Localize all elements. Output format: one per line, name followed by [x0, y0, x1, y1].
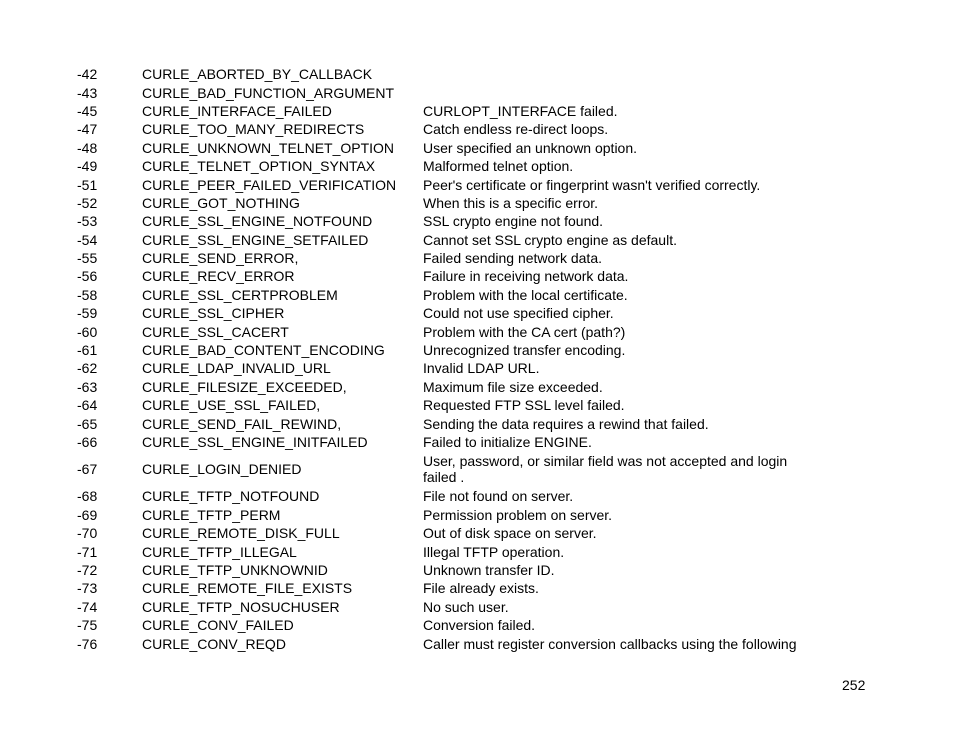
- error-description: Could not use specified cipher.: [423, 305, 614, 322]
- error-description: Caller must register conversion callbacks using the following: [423, 635, 797, 652]
- error-constant: CURLE_CONV_REQD: [142, 635, 286, 652]
- error-constant: CURLE_SSL_ENGINE_INITFAILED: [142, 434, 368, 450]
- error-description: CURLOPT_INTERFACE failed.: [423, 102, 618, 119]
- error-description: Failed sending network data.: [423, 250, 602, 267]
- error-code: -76: [77, 635, 98, 652]
- error-code: -69: [77, 506, 98, 523]
- error-constant: CURLE_SEND_FAIL_REWIND,: [142, 415, 342, 432]
- error-code: -59: [77, 305, 98, 322]
- error-description: SSL crypto engine not found.: [423, 213, 604, 230]
- table-row: [77, 194, 837, 212]
- error-code: -71: [77, 543, 98, 560]
- error-code: -72: [77, 561, 98, 578]
- error-description: When this is a specific error.: [423, 194, 599, 211]
- table-row: [77, 542, 837, 560]
- error-constant: CURLE_PEER_FAILED_VERIFICATION: [142, 176, 397, 193]
- error-description: Maximum file size exceeded.: [423, 378, 603, 395]
- table-row: [77, 359, 837, 377]
- table-row: [77, 579, 837, 597]
- table-row: [77, 120, 837, 138]
- error-code: -60: [77, 323, 98, 340]
- error-code: -47: [77, 121, 98, 138]
- error-constant: CURLE_TOO_MANY_REDIRECTS: [142, 121, 365, 138]
- table-row: [77, 433, 837, 451]
- error-code: -55: [77, 250, 98, 267]
- table-row: [77, 341, 837, 359]
- error-code: -75: [77, 617, 98, 634]
- error-constant: CURLE_REMOTE_FILE_EXISTS: [142, 580, 353, 597]
- error-description: Failed to initialize ENGINE.: [423, 434, 592, 450]
- error-constant: CURLE_TFTP_PERM: [142, 506, 281, 523]
- error-constant: CURLE_LOGIN_DENIED: [142, 461, 302, 478]
- table-row: [77, 231, 837, 249]
- table-row: [77, 506, 837, 524]
- error-constant: CURLE_SSL_ENGINE_SETFAILED: [142, 231, 369, 248]
- error-constant: CURLE_BAD_FUNCTION_ARGUMENT: [142, 84, 395, 101]
- error-constant: CURLE_SSL_CERTPROBLEM: [142, 286, 338, 303]
- table-row: [77, 634, 837, 652]
- table-row: [77, 322, 837, 340]
- error-code: -45: [77, 102, 98, 119]
- error-code: -53: [77, 213, 98, 230]
- error-description: Cannot set SSL crypto engine as default.: [423, 231, 677, 248]
- error-constant: CURLE_SEND_ERROR,: [142, 250, 299, 267]
- error-description: File not found on server.: [423, 488, 574, 505]
- table-row: [77, 561, 837, 579]
- error-code: -62: [77, 360, 98, 377]
- table-row: [77, 616, 837, 634]
- error-description: File already exists.: [423, 580, 539, 597]
- error-description: Unrecognized transfer encoding.: [423, 342, 626, 359]
- table-row: [77, 212, 837, 230]
- table-row: [77, 83, 837, 101]
- error-code: -43: [77, 84, 98, 101]
- error-description: Unknown transfer ID.: [423, 561, 555, 578]
- page-number: 252: [842, 677, 866, 693]
- error-description: User, password, or similar field was not accepted and login failed .: [423, 453, 788, 486]
- error-description: Permission problem on server.: [423, 506, 613, 523]
- table-row: [77, 451, 837, 487]
- error-constant: CURLE_SSL_CIPHER: [142, 305, 285, 322]
- table-row: [77, 304, 837, 322]
- error-constant: CURLE_RECV_ERROR: [142, 268, 295, 285]
- error-code: -65: [77, 415, 98, 432]
- table-row: [77, 249, 837, 267]
- error-constant: CURLE_TFTP_UNKNOWNID: [142, 561, 328, 578]
- error-constant: CURLE_BAD_CONTENT_ENCODING: [142, 342, 385, 359]
- error-constant: CURLE_CONV_FAILED: [142, 617, 294, 634]
- error-code: -63: [77, 378, 98, 395]
- error-description: Conversion failed.: [423, 617, 536, 634]
- error-description: Problem with the CA cert (path?): [423, 323, 626, 340]
- error-constant: CURLE_TFTP_NOTFOUND: [142, 488, 320, 505]
- error-description: Peer's certificate or fingerprint wasn't verified correctly.: [423, 176, 761, 193]
- error-code: -58: [77, 286, 98, 303]
- error-description: No such user.: [423, 598, 509, 615]
- table-row: [77, 267, 837, 285]
- error-code: -70: [77, 525, 98, 542]
- error-code: -64: [77, 397, 98, 414]
- error-code: -73: [77, 580, 98, 597]
- error-constant: CURLE_USE_SSL_FAILED,: [142, 397, 321, 414]
- table-row: [77, 598, 837, 616]
- error-description: Requested FTP SSL level failed.: [423, 397, 625, 414]
- table-row: [77, 175, 837, 193]
- error-description: Failure in receiving network data.: [423, 268, 629, 285]
- error-description: Out of disk space on server.: [423, 525, 597, 542]
- error-constant: CURLE_SSL_CACERT: [142, 323, 289, 340]
- error-constant: CURLE_FILESIZE_EXCEEDED,: [142, 378, 347, 395]
- table-row: [77, 102, 837, 120]
- error-code-table: [77, 65, 837, 653]
- table-row: [77, 487, 837, 505]
- error-constant: CURLE_TELNET_OPTION_SYNTAX: [142, 158, 376, 175]
- error-description: Malformed telnet option.: [423, 158, 574, 175]
- table-row: [77, 139, 837, 157]
- error-description: Invalid LDAP URL.: [423, 360, 540, 377]
- error-constant: CURLE_REMOTE_DISK_FULL: [142, 525, 340, 542]
- error-constant: CURLE_LDAP_INVALID_URL: [142, 360, 331, 377]
- error-constant: CURLE_TFTP_NOSUCHUSER: [142, 598, 340, 615]
- error-code: -61: [77, 342, 98, 359]
- error-constant: CURLE_INTERFACE_FAILED: [142, 102, 332, 119]
- error-code: -67: [77, 461, 98, 478]
- error-code: -54: [77, 231, 98, 248]
- error-description: Problem with the local certificate.: [423, 286, 628, 303]
- table-row: [77, 157, 837, 175]
- table-row: [77, 378, 837, 396]
- error-code: -49: [77, 158, 98, 175]
- error-code: -42: [77, 66, 98, 83]
- table-row: [77, 414, 837, 432]
- table-row: [77, 65, 837, 83]
- error-constant: CURLE_SSL_ENGINE_NOTFOUND: [142, 213, 373, 230]
- error-code: -48: [77, 139, 98, 156]
- error-code: -56: [77, 268, 98, 285]
- error-description: Illegal TFTP operation.: [423, 543, 565, 560]
- error-constant: CURLE_UNKNOWN_TELNET_OPTION: [142, 139, 395, 156]
- table-row: [77, 286, 837, 304]
- error-constant: CURLE_TFTP_ILLEGAL: [142, 543, 297, 560]
- error-code: -68: [77, 488, 98, 505]
- error-code: -74: [77, 598, 98, 615]
- error-description: User specified an unknown option.: [423, 139, 638, 156]
- error-description: Sending the data requires a rewind that failed.: [423, 415, 709, 432]
- error-code: -66: [77, 434, 98, 450]
- error-constant: CURLE_ABORTED_BY_CALLBACK: [142, 66, 373, 83]
- error-code: -51: [77, 176, 98, 193]
- table-row: [77, 524, 837, 542]
- table-row: [77, 396, 837, 414]
- error-constant: CURLE_GOT_NOTHING: [142, 194, 300, 211]
- error-code: -52: [77, 194, 98, 211]
- error-description: Catch endless re-direct loops.: [423, 121, 609, 138]
